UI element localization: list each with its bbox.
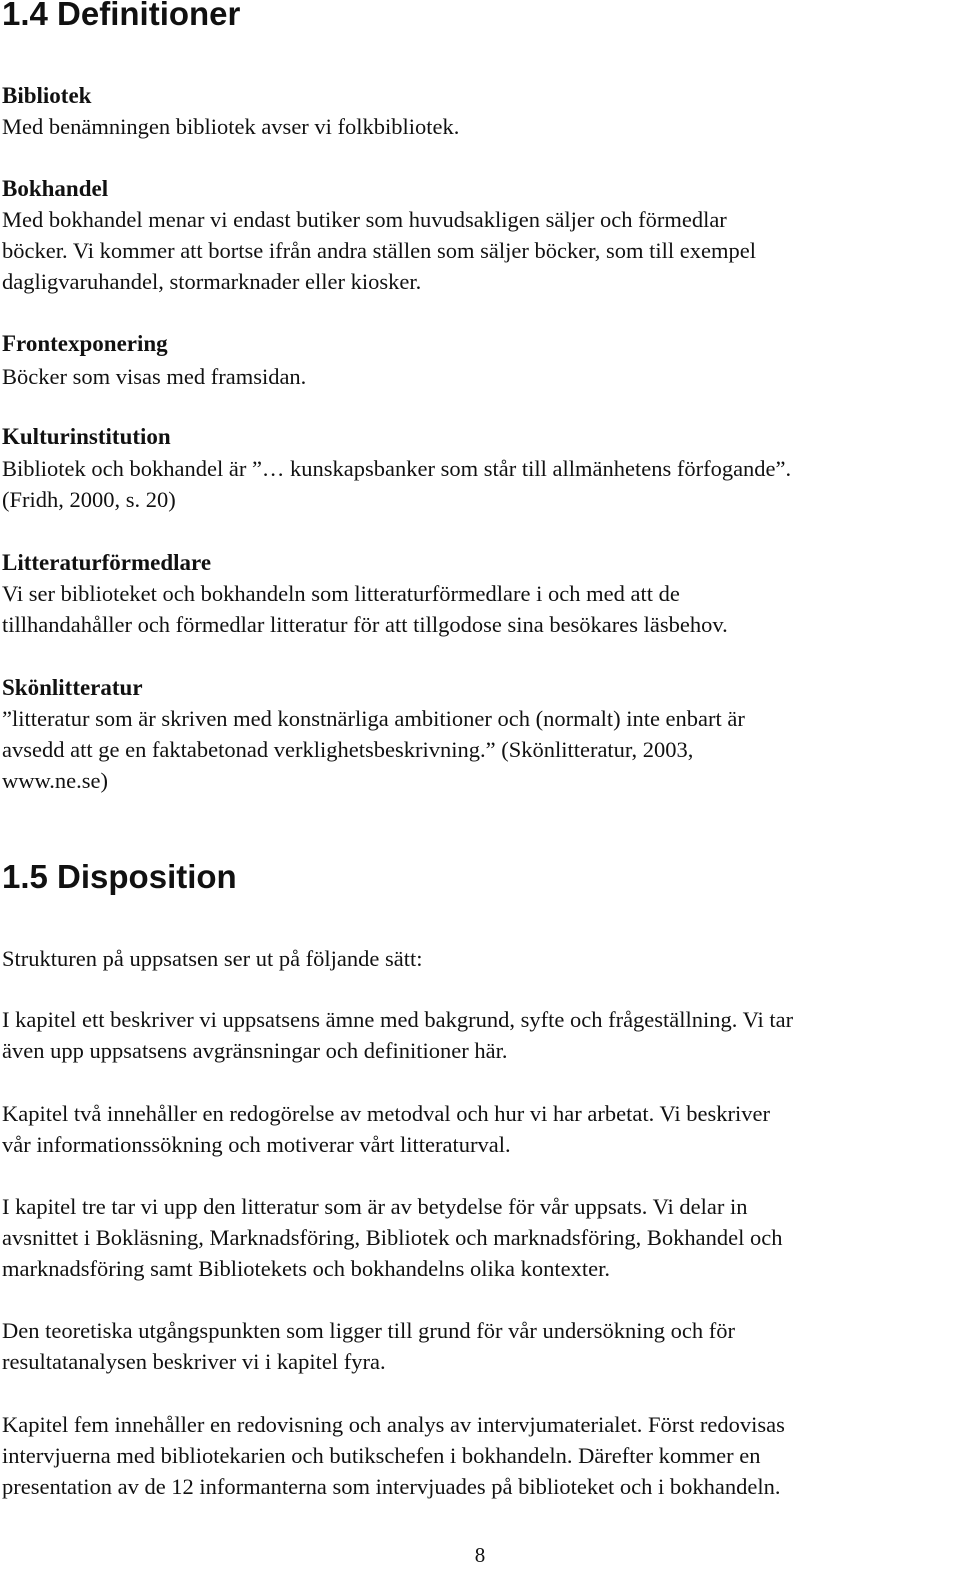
paragraph-line: intervjuerna med bibliotekarien och butikschefen i bokhandeln. Därefter kommer en: [2, 1443, 761, 1468]
definition-line: (Fridh, 2000, s. 20): [2, 487, 176, 512]
disposition-paragraph: [2, 1098, 957, 1160]
paragraph-line: I kapitel tre tar vi upp den litteratur som är av betydelse för vår uppsats. Vi delar in: [2, 1194, 748, 1219]
definition-text-skonlitteratur: [2, 703, 957, 796]
paragraph-line: avsnittet i Bokläsning, Marknadsföring, Bibliotek och marknadsföring, Bokhandel och: [2, 1225, 783, 1250]
disposition-paragraph: [2, 1004, 957, 1066]
paragraph-line: Den teoretiska utgångspunkten som ligger till grund för vår undersökning och för: [2, 1318, 735, 1343]
definition-term-bibliotek: Bibliotek: [2, 83, 92, 108]
disposition-paragraph: [2, 1315, 957, 1377]
definition-text-kulturinstitution: [2, 453, 957, 515]
section-heading-disposition: 1.5 Disposition: [2, 858, 237, 895]
definition-line: avsedd att ge en faktabetonad verklighetsbeskrivning.” (Skönlitteratur, 2003,: [2, 737, 694, 762]
paragraph-line: Kapitel två innehåller en redogörelse av metodval och hur vi har arbetat. Vi beskriver: [2, 1101, 770, 1126]
paragraph-line: I kapitel ett beskriver vi uppsatsens ämne med bakgrund, syfte och frågeställning. Vi tar: [2, 1007, 794, 1032]
definition-line: Med bokhandel menar vi endast butiker som huvudsakligen säljer och förmedlar: [2, 207, 727, 232]
paragraph-line: resultatanalysen beskriver vi i kapitel fyra.: [2, 1349, 386, 1374]
definition-line: www.ne.se): [2, 768, 109, 793]
definition-text-frontexponering: [2, 361, 957, 392]
disposition-paragraph: [2, 1191, 957, 1284]
definition-line: dagligvaruhandel, stormarknader eller kiosker.: [2, 269, 422, 294]
definition-text-bokhandel: [2, 204, 957, 297]
paragraph-line: presentation av de 12 informanterna som intervjuades på biblioteket och i bokhandeln.: [2, 1474, 781, 1499]
definition-line: tillhandahåller och förmedlar litteratur för att tillgodose sina besökares läsbehov.: [2, 612, 728, 637]
definition-term-frontexponering: Frontexponering: [2, 331, 168, 356]
definition-text-litteraturformedlare: [2, 578, 957, 640]
definition-term-bokhandel: Bokhandel: [2, 176, 109, 201]
definition-line: Vi ser biblioteket och bokhandeln som litteraturförmedlare i och med att de: [2, 581, 680, 606]
definition-line: Bibliotek och bokhandel är ”… kunskapsbanker som står till allmänhetens förfogande”.: [2, 456, 792, 481]
definition-term-litteraturformedlare: Litteraturförmedlare: [2, 550, 212, 575]
definition-term-kulturinstitution: Kulturinstitution: [2, 424, 171, 449]
paragraph-line: marknadsföring samt Bibliotekets och bokhandelns olika kontexter.: [2, 1256, 611, 1281]
paragraph-line: Strukturen på uppsatsen ser ut på följande sätt:: [2, 946, 423, 971]
definition-text-bibliotek: [2, 111, 957, 142]
definition-line: Böcker som visas med framsidan.: [2, 364, 307, 389]
definition-term-skonlitteratur: Skönlitteratur: [2, 675, 143, 700]
definition-line: Med benämningen bibliotek avser vi folkbibliotek.: [2, 114, 460, 139]
paragraph-line: Kapitel fem innehåller en redovisning och analys av intervjumaterialet. Först redovisas: [2, 1412, 785, 1437]
definition-line: böcker. Vi kommer att bortse ifrån andra ställen som säljer böcker, som till exempel: [2, 238, 756, 263]
paragraph-line: vår informationssökning och motiverar vårt litteraturval.: [2, 1132, 511, 1157]
disposition-paragraph: [2, 943, 957, 974]
paragraph-line: även upp uppsatsens avgränsningar och definitioner här.: [2, 1038, 508, 1063]
definition-line: ”litteratur som är skriven med konstnärliga ambitioner och (normalt) inte enbart är: [2, 706, 745, 731]
disposition-paragraph: [2, 1409, 957, 1502]
page-number: 8: [474, 1543, 486, 1567]
section-heading-definitioner: 1.4 Definitioner: [2, 0, 241, 32]
